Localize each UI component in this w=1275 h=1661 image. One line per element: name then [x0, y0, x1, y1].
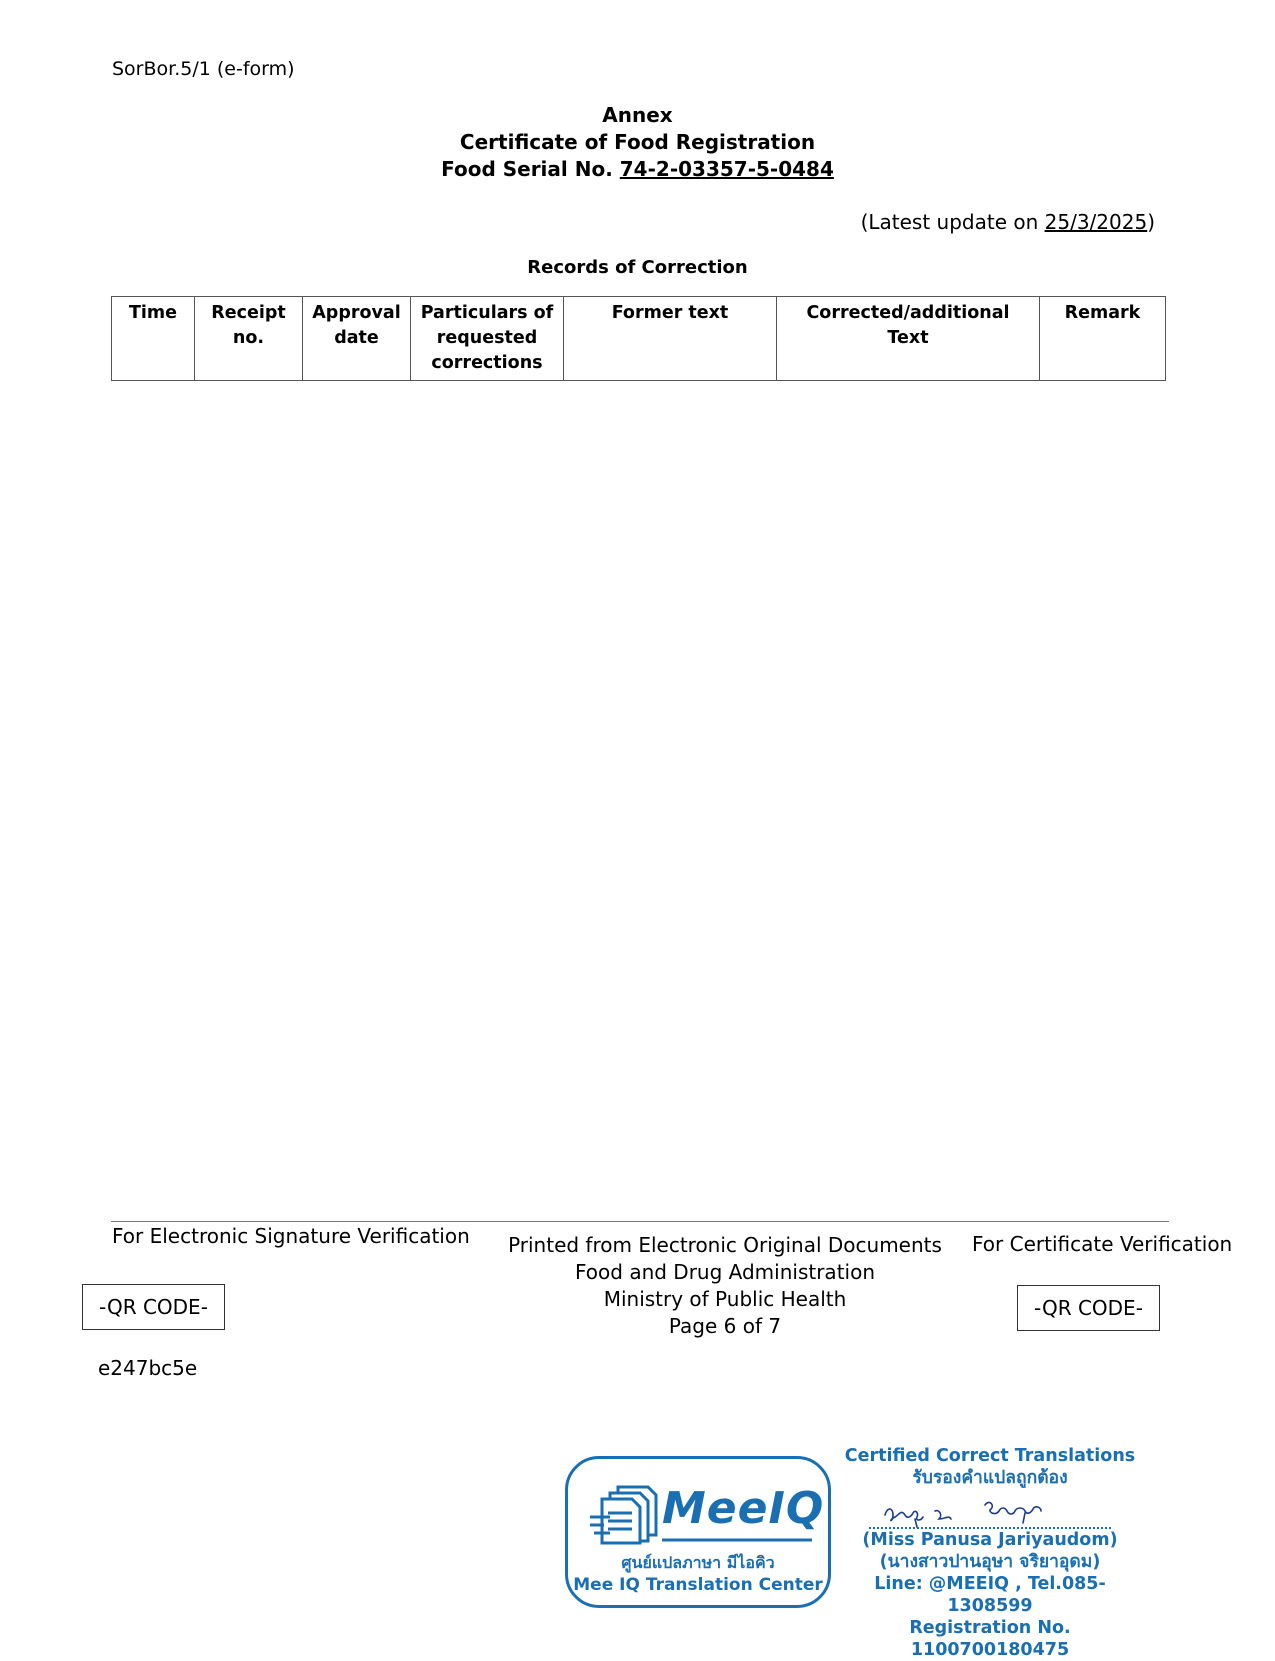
signature-verification-label: For Electronic Signature Verification — [112, 1224, 470, 1248]
form-code: SorBor.5/1 (e-form) — [112, 58, 295, 80]
meeiq-logo — [590, 1481, 825, 1541]
footer-divider — [111, 1221, 1169, 1222]
col-approval-date: Approval date — [303, 297, 411, 381]
food-serial — [0, 156, 1275, 183]
meeiq-logo-text: MeeIQ — [662, 1483, 825, 1534]
qr-code-left[interactable]: -QR CODE- — [82, 1284, 225, 1330]
table-header-row — [112, 297, 1166, 381]
certificate-title: Certificate of Food Registration — [459, 130, 816, 154]
stamp-thai-name: ศูนย์แปลภาษา มีไอคิว — [621, 1553, 775, 1572]
annex-title: Annex — [602, 103, 673, 127]
latest-update-prefix: (Latest update on — [860, 210, 1045, 234]
logo-underline — [662, 1537, 812, 1545]
records-title: Records of Correction — [527, 257, 748, 278]
printed-from-block — [505, 1232, 945, 1340]
signature-area — [835, 1489, 1145, 1529]
col-particulars: Particulars of requested corrections — [411, 297, 564, 381]
document-heading — [0, 102, 1275, 183]
qr-code-right[interactable]: -QR CODE- — [1017, 1285, 1160, 1331]
printed-line-3: Ministry of Public Health — [603, 1287, 847, 1311]
signature-dotted-line — [869, 1523, 1111, 1529]
registration-number: Registration No. 1100700180475 — [909, 1618, 1071, 1660]
contact-line: Line: @MEEIQ , Tel.085-1308599 — [874, 1574, 1106, 1616]
page-number: Page 6 of 7 — [668, 1314, 782, 1338]
certification-title-thai: รับรองคำแปลถูกต้อง — [912, 1468, 1068, 1488]
stamp-center-name: Mee IQ Translation Center — [573, 1575, 823, 1595]
translator-name: (Miss Panusa Jariyaudom) — [862, 1530, 1118, 1550]
certification-block — [835, 1445, 1145, 1661]
printed-line-2: Food and Drug Administration — [575, 1260, 875, 1284]
printed-line-1: Printed from Electronic Original Documents — [508, 1233, 942, 1257]
col-time: Time — [112, 297, 195, 381]
latest-update-suffix: ) — [1147, 210, 1155, 234]
col-corrected-text: Corrected/additional Text — [777, 297, 1040, 381]
col-former-text: Former text — [564, 297, 777, 381]
document-stack-icon — [590, 1481, 670, 1545]
col-receipt-no: Receipt no. — [195, 297, 303, 381]
serial-label: Food Serial No. — [441, 157, 620, 181]
latest-update — [861, 210, 1155, 234]
certification-title: Certified Correct Translations — [844, 1446, 1136, 1466]
document-hash: e247bc5e — [98, 1356, 198, 1380]
serial-number: 74-2-03357-5-0484 — [619, 157, 834, 181]
latest-update-date: 25/3/2025 — [1044, 210, 1148, 234]
translator-name-thai: (นางสาวปานอุษา จริยาอุดม) — [879, 1552, 1101, 1572]
corrections-table — [111, 296, 1166, 381]
col-remark: Remark — [1040, 297, 1166, 381]
translation-center-stamp — [565, 1456, 831, 1608]
certificate-verification-label: For Certificate Verification — [972, 1232, 1233, 1256]
